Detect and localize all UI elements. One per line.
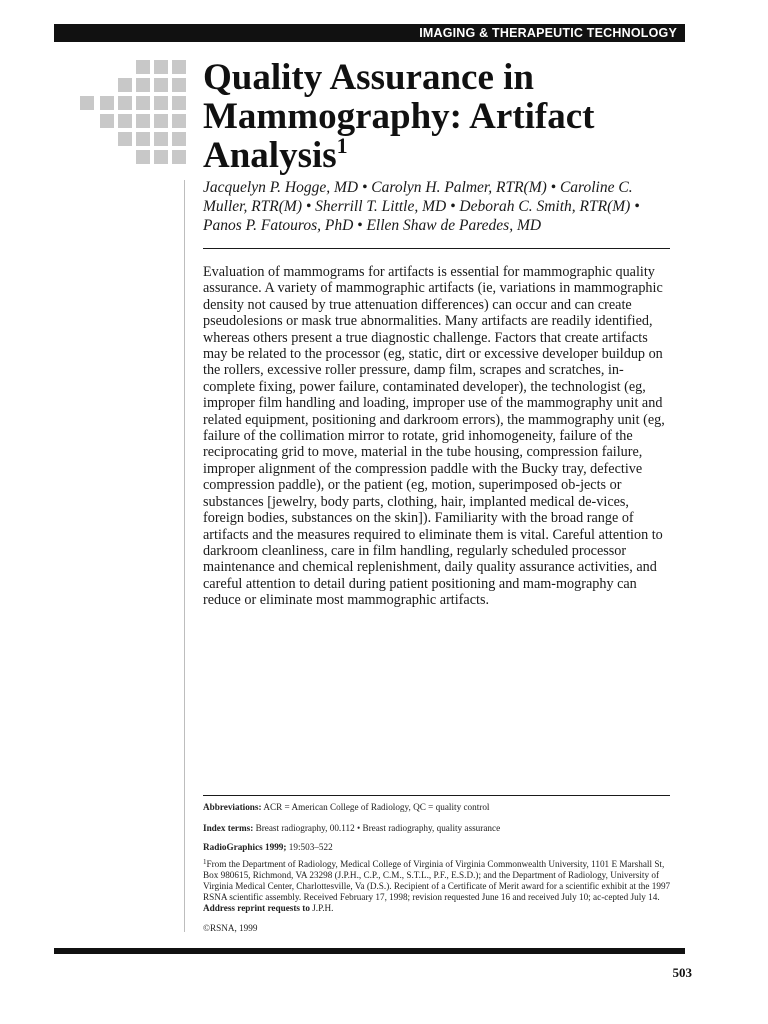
article-title-text: Quality Assurance in Mammography: Artifact Analysis	[203, 57, 595, 176]
copyright-note: ©RSNA, 1999	[203, 923, 258, 933]
affiliation-note	[203, 859, 673, 914]
reprint-label: Address reprint requests to	[203, 903, 310, 913]
abbreviations-note	[203, 802, 673, 813]
article-title	[203, 58, 683, 175]
title-footnote-marker: 1	[336, 133, 348, 158]
abbreviations-text: ACR = American College of Radiology, QC = quality control	[261, 802, 490, 812]
divider	[203, 248, 670, 249]
page-number: 503	[672, 965, 692, 980]
affiliation-marker: 1	[203, 858, 207, 866]
section-label: IMAGING & THERAPEUTIC TECHNOLOGY	[419, 26, 677, 40]
divider	[203, 795, 670, 796]
left-margin-rule	[184, 180, 185, 932]
journal-label: RadioGraphics 1999;	[203, 842, 287, 852]
author-list: Jacquelyn P. Hogge, MD • Carolyn H. Palmer, RTR(M) • Caroline C. Muller, RTR(M) • Sherrill T. Little, MD • Deborah C. Smith, RTR(M) • Panos P. Fatouros, PhD • Ellen Shaw de Paredes, MD	[203, 179, 640, 234]
footer-bar	[54, 948, 685, 954]
reprint-text: J.P.H.	[309, 903, 334, 913]
abstract: Evaluation of mammograms for artifacts is essential for mammographic quality assurance. A variety of mammographic artifacts (ie, variations in mammographic density not caused by true attenuation differences) can occur and can create pseudolesions or mask true abnormalities. Many artifacts are readily identified, whereas others present a true diagnostic challenge. Factors that create artifacts may be related to the processor (eg, static, dirt or excessive developer buildup on the rollers, excessive roller pressure, damp film, scrapes and scratches, in-complete fixing, power failure, contaminated developer), the technologist (eg, improper film handling and loading, improper use of the mammography unit and related equipment, positioning and darkroom errors), the mammography unit (eg, failure of the collimation mirror to rotate, grid inhomogeneity, failure of the reciprocating grid to move, material in the tube housing, compression failure, improper alignment of the compression paddle with the Bucky tray, defective compression paddle), or the patient (eg, motion, superimposed ob-jects or substances [jewelry, body parts, clothing, hair, implanted medical de-vices, foreign bodies, substances on the skin]). Familiarity with the broad range of artifacts and the measures required to eliminate them is vital. Careful attention to darkroom cleanliness, care in film handling, regularly scheduled processor maintenance and chemical replenishment, daily quality assurance activities, and careful attention to detail during patient positioning and mam-mography can reduce or eliminate most mammographic artifacts.	[203, 264, 665, 609]
affiliation-text: From the Department of Radiology, Medical College of Virginia of Virginia Commonwealth University, 1101 E Marshall St, Box 980615, Richmond, VA 23298 (J.P.H., C.P., C.M., S.T.L., P.F., E.S.D.); and the Department of Radiology, University of Virginia Medical Center, Charlottesville, Va (D.S.). Recipient of a Certificate of Merit award for a scientific exhibit at the 1997 RSNA scientific assembly. Received February 17, 1998; revision requested June 16 and received July 10; ac-cepted July 14.	[203, 859, 671, 902]
journal-citation	[203, 842, 673, 853]
abbreviations-label: Abbreviations:	[203, 802, 262, 812]
index-terms-label: Index terms:	[203, 823, 254, 833]
journal-pages: 19:503–522	[286, 842, 333, 852]
index-terms-text: Breast radiography, 00.112 • Breast radiography, quality assurance	[253, 823, 501, 833]
index-terms-note	[203, 823, 673, 834]
decorative-grid-icon	[80, 60, 190, 170]
section-header-bar	[54, 24, 685, 42]
